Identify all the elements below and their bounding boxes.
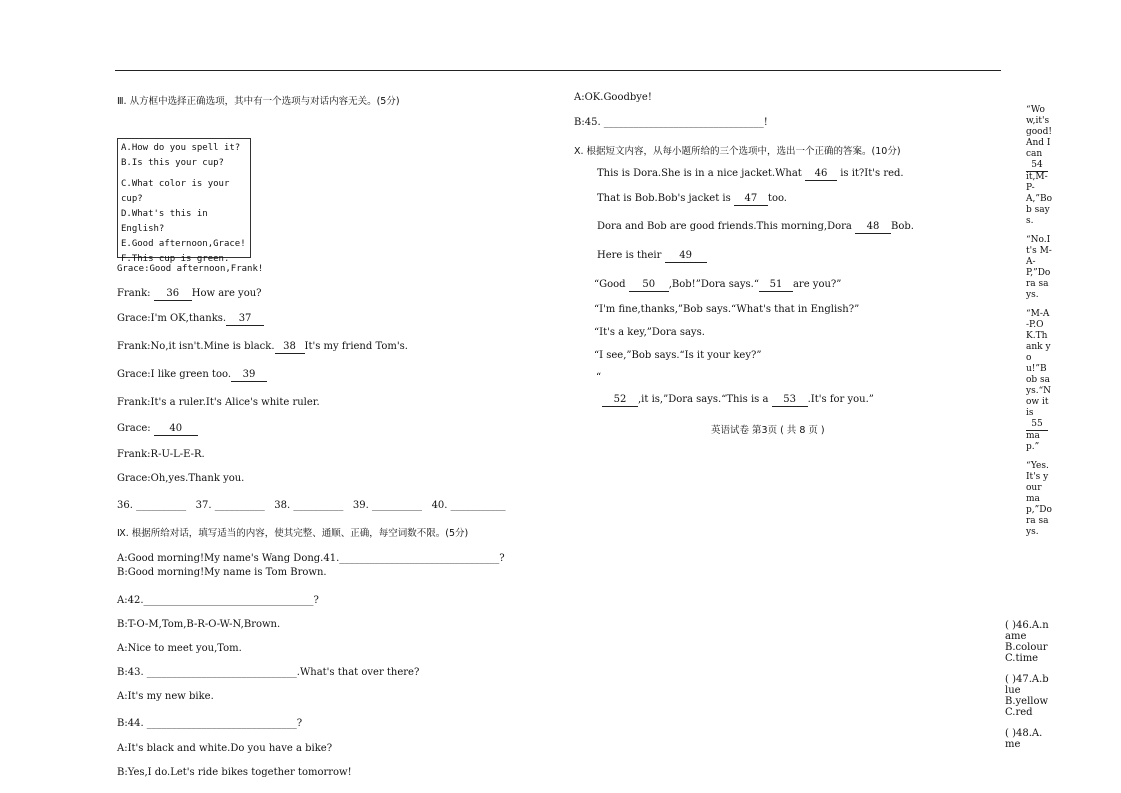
dialog9-line: A:It's black and white.Do you have a bike? (117, 743, 333, 754)
story-line: Here is their 49 (597, 250, 707, 263)
section3-title: Ⅲ. 从方框中选择正确选项，其中有一个选项与对话内容无关。(5分) (117, 96, 400, 107)
option-item: D.What's this in English? (121, 209, 208, 234)
dialog9-line: A:Good morning!My name's Wang Dong.41.________________________________? (117, 553, 505, 564)
option-item: C.What color is your cup? (121, 179, 230, 204)
dialog9-line: A:Nice to meet you,Tom. (117, 643, 242, 654)
option-item: F.This cup is green. (121, 254, 230, 264)
dialog-line: Frank:No,it isn't.Mine is black. 38 It's my friend Tom's. (117, 341, 408, 352)
story-line: “Good 50 ,Bob!”Dora says.“ 51 are you?” (594, 279, 842, 290)
dialog9-line: B:T-O-M,Tom,B-R-O-W-N,Brown. (117, 619, 281, 630)
blank-36: 36 (154, 288, 192, 301)
blank-46: 46 (805, 168, 837, 181)
answer-36[interactable]: 36. __________ (117, 500, 187, 511)
option-item: E.Good afternoon,Grace! (121, 239, 246, 249)
answer-37[interactable]: 37. __________ (195, 500, 265, 511)
blank-52: 52 (602, 394, 638, 407)
dialog9-line: A:42.__________________________________? (117, 595, 319, 606)
dialog-line: Frank:R-U-L-E-R. (117, 449, 205, 460)
blank-53: 53 (772, 394, 808, 407)
dialog-line: Frank:It's a ruler.It's Alice's white ruler. (117, 397, 320, 408)
story-line: “I see,”Bob says.“Is it your key?” (594, 350, 762, 361)
dialog9-line: B:44. ______________________________? (117, 718, 303, 729)
dialog-line: Grace:Oh,yes.Thank you. (117, 473, 245, 484)
dialog-line: Grace:I like green too. 39 (117, 369, 267, 382)
answer-38[interactable]: 38. __________ (274, 500, 344, 511)
overflow-options-col: ( )46.A.name B.colour C.time ( )47.A.blue B.yellow C.red ( )48.A.me (1005, 620, 1049, 750)
dialog-line: Grace:Good afternoon,Frank! (117, 264, 264, 274)
blank-48: 48 (855, 221, 891, 234)
answer-row (117, 500, 506, 512)
section10-title: Ⅹ. 根据短文内容，从每小题所给的三个选项中，选出一个正确的答案。(10分) (574, 146, 901, 157)
dialog9-line: B:Yes,I do.Let's ride bikes together tomorrow! (117, 767, 352, 778)
dialog-line: Frank: 36 How are you? (117, 288, 262, 299)
blank-49: 49 (665, 250, 707, 263)
dialog-line: Grace: 40 (117, 423, 198, 436)
overflow-text-col: “Wow,it's good!And I can 54 it,M-P-A,”Bob says. “No.It's M-A-P,”Dora says. “M-A-P.OK.Thank you!”Bob says.“Now it is 55 map.” “Yes.It's your map,”Dora says. (1026, 105, 1052, 537)
blank-40: 40 (154, 423, 198, 436)
dialog-line-b45: B:45. ________________________________! (574, 117, 768, 128)
story-line: “It's a key,”Dora says. (594, 327, 705, 338)
story-line: “I'm fine,thanks,”Bob says.“What's that in English?” (594, 304, 860, 315)
blank-51: 51 (759, 279, 793, 292)
dialog-line-a45: A:OK.Goodbye! (574, 92, 652, 103)
story-line: This is Dora.She is in a nice jacket.What 46 is it?It's red. (597, 168, 904, 179)
blank-38: 38 (275, 341, 305, 354)
blank-37: 37 (226, 313, 264, 326)
header-rule (115, 70, 1001, 71)
dialog-line: Grace:I'm OK,thanks. 37 (117, 313, 264, 326)
answer-39[interactable]: 39. __________ (352, 500, 423, 511)
blank-54: 54 (1026, 160, 1048, 172)
blank-55: 55 (1026, 419, 1048, 431)
blank-47: 47 (734, 193, 768, 206)
story-line: “ (596, 372, 602, 383)
story-line: That is Bob.Bob's jacket is 47 too. (597, 193, 787, 204)
blank-50: 50 (629, 279, 669, 292)
option-item: A.How do you spell it? (121, 143, 241, 153)
options-box (117, 138, 251, 264)
story-line: Dora and Bob are good friends.This morning,Dora 48 Bob. (597, 221, 914, 232)
story-line: 52 ,it is,”Dora says.“This is a 53 .It's for you.” (602, 394, 874, 407)
dialog9-line: B:Good morning!My name is Tom Brown. (117, 567, 327, 578)
page-footer: 英语试卷 第3页 ( 共 8 页 ) (711, 425, 825, 436)
option-item: B.Is this your cup? (121, 158, 224, 168)
section9-title: Ⅸ. 根据所给对话，填写适当的内容，使其完整、通顺、正确，每空词数不限。(5分) (117, 528, 469, 539)
blank-39: 39 (231, 369, 267, 382)
dialog9-line: B:43. ______________________________.What's that over there? (117, 667, 420, 678)
dialog9-line: A:It's my new bike. (117, 691, 214, 702)
answer-40[interactable]: 40. ___________ (431, 500, 506, 511)
